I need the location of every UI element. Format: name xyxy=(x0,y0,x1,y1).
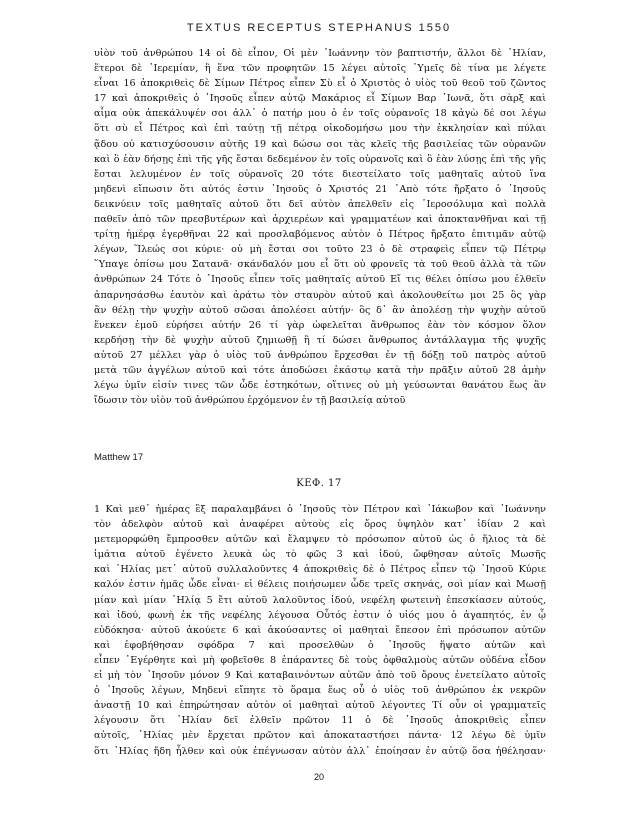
text-line: καὶ ἰδού, φωνὴ ἐκ τῆς νεφέλης λέγουσα Οὗτός ἐστιν ὁ υἱός μου ὁ ἀγαπητός, ἐν ᾧ xyxy=(94,609,546,621)
text-line: 1 Καὶ μεθ᾿ ἡμέρας ἓξ παραλαμβάνει ὁ ᾿Ιησοῦς τὸν Πέτρον καὶ ᾿Ιάκωβον καὶ ᾿Ιωάννην xyxy=(94,504,546,515)
text-line: ἕτεροι δὲ ᾿Ιερεμίαν, ἢ ἕνα τῶν προφητῶν 15 λέγει αὐτοῖς ῾Υμεῖς δὲ τίνα με λέγετε xyxy=(94,63,546,75)
text-line: μετεμορφώθη ἔμπροσθεν αὐτῶν καὶ ἔλαμψεν τὸ πρόσωπον αὐτοῦ ὡς ὁ ἥλιος τὰ δὲ xyxy=(94,534,546,546)
text-line: αἷμα οὐκ ἀπεκάλυψέν σοι ἀλλ᾿ ὁ πατήρ μου ὁ ἐν τοῖς οὐρανοῖς 18 κἀγὼ δέ σοι λέγω xyxy=(94,108,546,120)
matthew-16-text xyxy=(94,46,546,408)
text-line: εἶναι 16 ἀποκριθεὶς δὲ Σίμων Πέτρος εἶπεν Σὺ εἶ ὁ Χριστὸς ὁ υἱὸς τοῦ θεοῦ τοῦ ζῶντος xyxy=(94,78,546,90)
text-line: ὅτι ᾿Ηλίας ἤδη ἦλθεν καὶ οὐκ ἐπέγνωσαν αὐτὸν ἀλλ᾿ ἐποίησαν ἐν αὐτῷ ὅσα ἠθέλησαν· xyxy=(94,745,546,757)
text-line: ᾅδου οὐ κατισχύσουσιν αὐτῆς 19 καὶ δώσω σοι τὰς κλεῖς τῆς βασιλείας τῶν οὐρανῶν xyxy=(94,138,546,150)
text-line: 17 καὶ ἀποκριθεὶς ὁ ᾿Ιησοῦς εἶπεν αὐτῷ Μακάριος εἶ Σίμων Βαρ ᾿Ιωνᾶ, ὅτι σὰρξ καὶ xyxy=(94,93,546,105)
text-line: ἔσται λελυμένον ἐν τοῖς οὐρανοῖς 20 τότε διεστείλατο τοῖς μαθηταῖς αὐτοῦ ἵνα xyxy=(94,168,546,180)
page-header-title: TEXTUS RECEPTUS STEPHANUS 1550 xyxy=(186,22,452,34)
text-line: ἂν θέλῃ τὴν ψυχὴν αὐτοῦ σῶσαι ἀπολέσει αὐτήν· ὃς δ᾿ ἂν ἀπολέσῃ τὴν ψυχὴν αὐτοῦ xyxy=(94,304,546,316)
text-line: λέγουσιν ὅτι ᾿Ηλίαν δεῖ ἐλθεῖν πρῶτον 11 ὁ δὲ ᾿Ιησοῦς ἀποκριθεὶς εἶπεν xyxy=(94,715,546,727)
text-line: ῞Υπαγε ὀπίσω μου Σατανᾶ· σκάνδαλόν μου εἶ ὅτι οὐ φρονεῖς τὰ τοῦ θεοῦ ἀλλὰ τὰ τῶν xyxy=(94,259,546,271)
text-line: παθεῖν ἀπὸ τῶν πρεσβυτέρων καὶ ἀρχιερέων καὶ γραμματέων καὶ ἀποκτανθῆναι καὶ τῇ xyxy=(94,214,546,226)
text-line: ὅτι σὺ εἶ Πέτρος καὶ ἐπὶ ταύτῃ τῇ πέτρᾳ οἰκοδομήσω μου τὴν ἐκκλησίαν καὶ πύλαι xyxy=(94,123,546,135)
text-line: καὶ ἐφοβήθησαν σφόδρα 7 καὶ προσελθὼν ὁ ᾿Ιησοῦς ἥψατο αὐτῶν καὶ xyxy=(94,639,546,651)
text-line: δεικνύειν τοῖς μαθηταῖς αὐτοῦ ὅτι δεῖ αὐτὸν ἀπελθεῖν εἰς ῾Ιεροσόλυμα καὶ πολλὰ xyxy=(94,198,546,210)
chapter-label: Matthew 17 xyxy=(94,452,144,463)
text-line: υἱὸν τοῦ ἀνθρώπου 14 οἱ δὲ εἶπον, Οἱ μὲν ᾿Ιωάννην τὸν βαπτιστήν, ἄλλοι δὲ ᾿Ηλίαν, xyxy=(94,48,546,59)
text-line: καλόν ἐστιν ἡμᾶς ὧδε εἶναι· εἰ θέλεις ποιήσωμεν ὧδε τρεῖς σκηνάς, σοὶ μίαν καὶ Μωσῇ xyxy=(94,579,546,591)
matthew-17-text xyxy=(94,502,546,759)
text-line: μίαν καὶ μίαν ᾿Ηλίᾳ 5 ἔτι αὐτοῦ λαλοῦντος ἰδού, νεφέλη φωτεινὴ ἐπεσκίασεν αὐτούς, xyxy=(94,594,546,606)
text-line: λέγων, Ἵλεώς σοι κύριε· οὐ μὴ ἔσται σοι τοῦτο 23 ὁ δὲ στραφεὶς εἶπεν τῷ Πέτρῳ xyxy=(94,244,546,256)
text-line: τὸν ἀδελφὸν αὐτοῦ καὶ ἀναφέρει αὐτοὺς εἰς ὄρος ὑψηλὸν κατ᾿ ἰδίαν 2 καὶ xyxy=(94,519,546,531)
text-line: ὁ ᾿Ιησοῦς λέγων, Μηδενὶ εἴπητε τὸ ὅραμα ἕως οὗ ὁ υἱὸς τοῦ ἀνθρώπου ἐκ νεκρῶν xyxy=(94,685,546,697)
text-line: ἴδωσιν τὸν υἱὸν τοῦ ἀνθρώπου ἐρχόμενον ἐν τῇ βασιλείᾳ αὐτοῦ xyxy=(94,395,406,407)
text-line: ἀνθρώπων 24 Τότε ὁ ᾿Ιησοῦς εἶπεν τοῖς μαθηταῖς αὐτοῦ Εἴ τις θέλει ὀπίσω μου ἐλθεῖν xyxy=(94,274,546,286)
text-line: ἀναστῇ 10 καὶ ἐπηρώτησαν αὐτὸν οἱ μαθηταὶ αὐτοῦ λέγοντες Τί οὖν οἱ γραμματεῖς xyxy=(94,700,546,712)
text-line: ἱμάτια αὐτοῦ ἐγένετο λευκὰ ὡς τὸ φῶς 3 καὶ ἰδού, ὤφθησαν αὐτοῖς Μωσῆς xyxy=(94,549,546,561)
text-line: καὶ ᾿Ηλίας μετ᾿ αὐτοῦ συλλαλοῦντες 4 ἀποκριθεὶς δὲ ὁ Πέτρος εἶπεν τῷ ᾿Ιησοῦ Κύριε xyxy=(94,564,546,576)
text-line: ἀπαρνησάσθω ἑαυτὸν καὶ ἀράτω τὸν σταυρὸν αὐτοῦ καὶ ἀκολουθείτω μοι 25 ὃς γὰρ xyxy=(94,289,546,301)
page-number: 20 xyxy=(313,772,324,782)
text-line: ἕνεκεν ἐμοῦ εὑρήσει αὐτήν 26 τί γὰρ ὠφελεῖται ἄνθρωπος ἐὰν τὸν κόσμον ὅλον xyxy=(94,319,546,331)
text-line: μηδενὶ εἴπωσιν ὅτι αὐτός ἐστιν ᾿Ιησοῦς ὁ Χριστός 21 ᾿Απὸ τότε ἤρξατο ὁ ᾿Ιησοῦς xyxy=(94,183,546,195)
text-line: εἰ μὴ τὸν ᾿Ιησοῦν μόνον 9 Καὶ καταβαινόντων αὐτῶν ἀπὸ τοῦ ὄρους ἐνετείλατο αὐτοῖς xyxy=(94,670,546,682)
text-line: κερδήσῃ τὴν δὲ ψυχὴν αὐτοῦ ζημιωθῇ ἢ τί δώσει ἄνθρωπος ἀντάλλαγμα τῆς ψυχῆς xyxy=(94,334,546,346)
text-line: καὶ ὃ ἐὰν δήσῃς ἐπὶ τῆς γῆς ἔσται δεδεμένον ἐν τοῖς οὐρανοῖς καὶ ὃ ἐὰν λύσῃς ἐπὶ τῆς γῆς xyxy=(94,153,546,165)
text-line: εὐδόκησα· αὐτοῦ ἀκούετε 6 καὶ ἀκούσαντες οἱ μαθηταὶ ἔπεσον ἐπὶ πρόσωπον αὐτῶν xyxy=(94,624,546,636)
text-line: λέγω ὑμῖν εἰσίν τινες τῶν ὧδε ἑστηκότων, οἵτινες οὐ μὴ γεύσωνται θανάτου ἕως ἂν xyxy=(94,380,546,392)
text-line: τρίτῃ ἡμέρᾳ ἐγερθῆναι 22 καὶ προσλαβόμενος αὐτὸν ὁ Πέτρος ἤρξατο ἐπιτιμᾶν αὐτῷ xyxy=(94,229,546,241)
text-line: αὐτοῖς, ᾿Ηλίας μὲν ἔρχεται πρῶτον καὶ ἀποκαταστήσει πάντα· 12 λέγω δὲ ὑμῖν xyxy=(94,730,546,742)
chapter-heading: ΚΕΦ. 17 xyxy=(296,478,342,489)
text-line: μετὰ τῶν ἀγγέλων αὐτοῦ καὶ τότε ἀποδώσει ἑκάστῳ κατὰ τὴν πρᾶξιν αὐτοῦ 28 ἀμὴν xyxy=(94,364,546,376)
text-line: εἶπεν ᾿Εγέρθητε καὶ μὴ φοβεῖσθε 8 ἐπάραντες δὲ τοὺς ὀφθαλμοὺς αὐτῶν οὐδένα εἶδον xyxy=(94,654,546,666)
text-line: αὐτοῦ 27 μέλλει γὰρ ὁ υἱὸς τοῦ ἀνθρώπου ἔρχεσθαι ἐν τῇ δόξῃ τοῦ πατρὸς αὐτοῦ xyxy=(94,349,546,361)
